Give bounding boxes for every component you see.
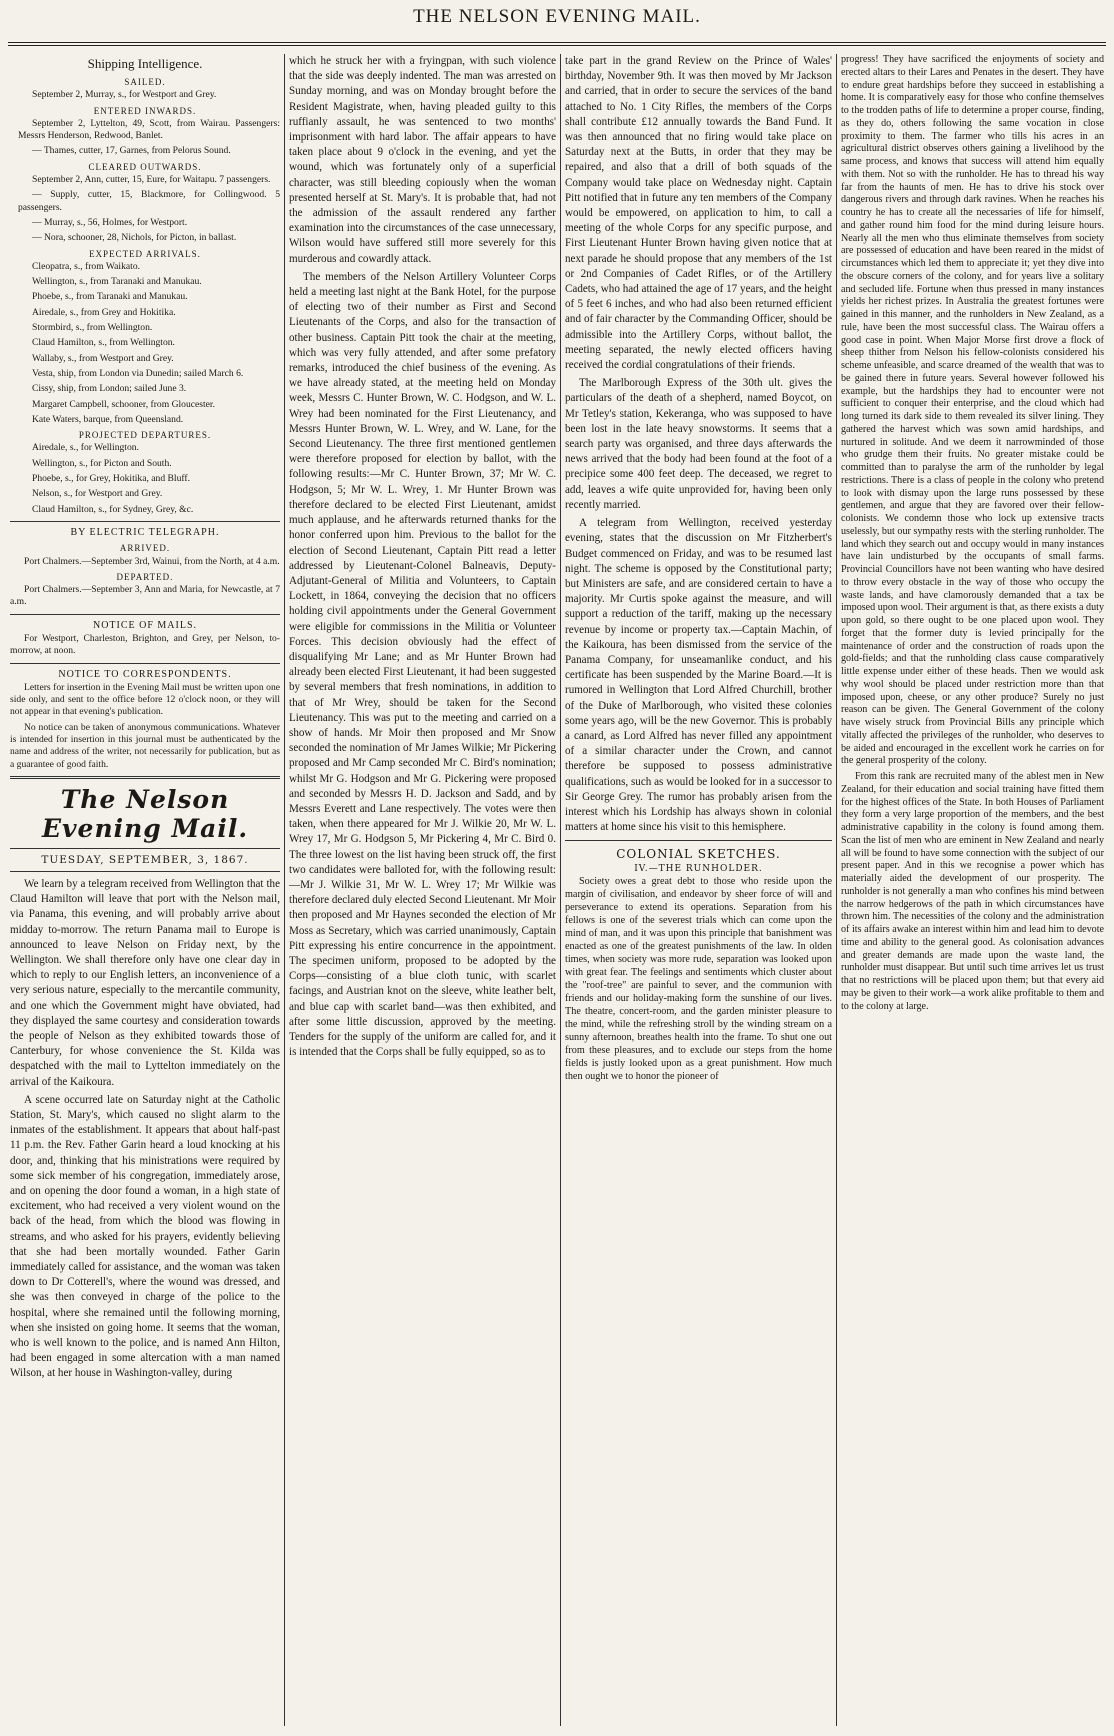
sailed-heading: SAILED.: [124, 77, 166, 87]
expected-entry: Stormbird, s., from Wellington.: [32, 322, 153, 334]
column-1: [10, 54, 280, 1726]
departed-heading: DEPARTED.: [116, 571, 174, 582]
column-4: [841, 54, 1104, 1726]
correspondents-notice: Letters for insertion in the Evening Mail must be written upon one side only, and sent to the office before 12 o'clock noon, or they will not appear in that evening's publication.: [10, 681, 280, 718]
article-paragraph: Society owes a great debt to those who reside upon the margin of civilisation, and endeavor by sheer force of will and perseverance to extend its operations. Separation from his fellows is one of the severest trials which can come upon the mind of man, and it was upon this principle that banishment was enacted as one of the greatest punishments of the law. In olden times, when society was more rude, separation was looked upon with great fear. The feelings and sentiments which cluster about the "roof-tree" are painful to sever, and the communion with friends and our holiday-making form the sunshine of our lives. The theatre, concert-room, and the garden minister pleasure to the mind, while the refreshing stroll by the winding stream on a sunny afternoon, breathes health into the frame. To shut one out from these pleasures, and to exclude our steps from the home fields is justly looked upon as a great punishment. How much then ought we to honor the pioneer of: [565, 876, 832, 1083]
article-paragraph: which he struck her with a fryingpan, with such violence that the side was deeply indented. The man was arrested on Sunday morning, and was on Monday brought before the Resident Magistrate, when, having pleaded guilty to this ruffianly assault, he was sentenced to two months' imprisonment with hard labor. The affair appears to have taken place about 9 o'clock in the evening, and yet the wound, which was fortunately only of a superficial character, was still bleeding copiously when the woman presented herself at St. Mary's. It is probable that, had not the admission of the assault rendered any farther examination into the circumstances of the case unnecessary, Wilson would have suffered still more severely for this murderous and cowardly attack.: [289, 55, 556, 265]
article-paragraph: take part in the grand Review on the Prince of Wales' birthday, November 9th. It was then moved by Mr Jackson and carried, that in order to secure the services of the band attached to No. 1 City Rifles, the members of the Corps shall contribute £12 annually towards the Band Fund. It was then announced that no firing would take place on Saturday next at the Butts, in order that they may be repaired, and also that a drill of both squads of the Company would take place on Wednesday night. Captain Pitt notified that in future any ten members of the Company would be empowered, on application to him, to call a meeting of the whole Corps for any specific purpose, and First Lieutenant Hunter Brown having given notice that at next parade he should propose that any members of the 1st or 2nd Companies of Cadet Rifles, or of the Artillery Cadets, who had attained the age of 17 years, and the height of 5 feet 6 inches, and who had also been returned efficient and of fair character by the Commanding Officer, should be admissible into the Artillery Corps, without ballot, the meeting separated, the newly elected officers having received the cordial congratulations of their friends.: [565, 55, 832, 372]
editorial: [10, 877, 280, 1382]
expected-entry: Cleopatra, s., from Waikato.: [32, 260, 141, 272]
article-paragraph: A telegram from Wellington, received yesterday evening, states that the discussion on Mr Fitzherbert's Budget commenced on Friday, and was to be resumed last night. The scheme is opposed by the Constitutional party; but Ministers are safe, and are considered certain to have a majority. Mr Curtis spoke against the measure, and will support a reduction of the tariff, making up the necessary revenue by income or property tax.—Captain Machin, of the Kaikoura, has been dismissed from the service of the Panama Company, for unseamanlike conduct, and his certificate has been suspended by the Marine Board.—It is rumored in Wellington that Lord Alfred Churchill, brother of the Duke of Marlborough, who visited these colonies some years ago, will be the new Governor. This is probably a canard, as Lord Alfred has never filled any appointment of a similar character under the Crown, and cannot therefore be supposed to possess administrative qualifications, such as would be looked for in a successor to Sir George Grey. The rumor has probably arisen from the interest which his Lordship has always shown in colonial matters at home since his visit to this hemisphere.: [565, 517, 832, 834]
column-3: [565, 54, 832, 1726]
divider: [565, 840, 832, 841]
divider: [10, 848, 280, 849]
divider: [10, 776, 280, 779]
expected-heading: EXPECTED ARRIVALS.: [89, 248, 201, 259]
expected-entry: Vesta, ship, from London via Dunedin; sailed March 6.: [32, 367, 244, 379]
projected-entry: Phoebe, s., for Grey, Hokitika, and Bluff.: [32, 473, 191, 485]
sketch-title: COLONIAL SKETCHES.: [616, 847, 781, 862]
mails-heading: NOTICE OF MAILS.: [92, 619, 198, 631]
projected-entry: Claud Hamilton, s., for Sydney, Grey, &c.: [32, 503, 194, 515]
cleared-entry: — Supply, cutter, 15, Blackmore, for Collingwood. 5 passengers.: [18, 189, 280, 213]
telegraph-heading: BY ELECTRIC TELEGRAPH.: [70, 526, 220, 538]
entered-heading: ENTERED INWARDS.: [93, 105, 197, 116]
expected-entry: Cissy, ship, from London; sailed June 3.: [32, 383, 187, 395]
arrived-entry: Port Chalmers.—September 3rd, Wainui, from the North, at 4 a.m.: [24, 555, 280, 567]
expected-entry: Phoebe, s., from Taranaki and Manukau.: [32, 291, 188, 303]
divider: [10, 614, 280, 615]
correspondents-notice: No notice can be taken of anonymous communications. Whatever is intended for insertion in this journal must be authenticated by the name and address of the writer, not necessarily for publication, but as a guarantee of good faith.: [10, 721, 280, 770]
article-paragraph: We learn by a telegram received from Wellington that the Claud Hamilton will leave that port with the Nelson mail, via Panama, this evening, and will probably arrive about midday to-morrow. The return Panama mail to Europe is announced to leave Nelson on Friday next, by the Wellington. We shall therefore only have one clear day in which to reply to our English letters, an inconvenience of a very serious nature, especially to the mercantile community, and one which the Government might have obviated, had they displayed the same courtesy and consideration towards the people of Nelson as they exhibited towards those of Canterbury, for whose convenience the St. Kilda was despatched with the mail to Lyttelton immediately on the arrival of the Kaikoura.: [10, 877, 280, 1088]
expected-entry: Wallaby, s., from Westport and Grey.: [32, 352, 174, 364]
divider: [10, 663, 280, 664]
cleared-entry: September 2, Ann, cutter, 15, Eure, for Waitapu. 7 passengers.: [32, 174, 271, 186]
article-paragraph: progress! They have sacrificed the enjoyments of society and erected altars to their Lares and Penates in the desert. They have to endure great hardships before they succeed in establishing a home. It is comparatively easy for those who confine themselves to the trodden paths of life to determine a proper course, finding, as they do, others following the same vocation in close proximity to them. The farmer who tills his acres in an agricultural district observes others gaining a livelihood by the same process, and knows that success will attend him equally with them. Not so with the runholder. He has to thread his way far from the haunts of men. He has to drive his stock over dangerous rivers and through dark ravines. When he reaches his country he has to create all the necessaries of life for himself, and gather round him food for the mind during leisure hours. Nearly all the men who thus eliminate themselves from society are possessed of education and have been reared in the midst of circumstances which led them to appreciate it; yet they dive into the obscure corners of the colony, and for years live a solitary and secluded life. Fortune when thus pressed in many instances yields her richest prizes. In Australia the greatest fortunes were gained in this manner, and the runholders in New Zealand, as a rule, have been the most successful class. The Wairau offers a good case in point. When Major Morse first drove a flock of sheep thither from Nelson his fellow-colonists considered his scheme unfeasible, and scarce dreamed of the wealth that was to be gained there in future years. Several however followed his example, but the hardships they had to encounter were not sufficient to conquer their enterprise, and the cloud which had long turned its dark side to them revealed its silver lining. They gathered the harvest which was sown amid hardships, and nurtured in solitude. And we deem it narrowminded of those who grudge them their fruits. No greater mistake could be committed than to paralyse the arm of the runholder by legal restrictions. There is a class of people in the colony who pretend to look with dismay upon the large runs possessed by these gentlemen, and argue that they are favored over their fellow-colonists. We condemn those who lock up extensive tracts uselessly, but our sympathy rests with the sterling runholder. The land which they search out and occupy would in many instances have lain undisturbed by the occupants of small farms. Provincial Councillors have not been wanting who have desired to throw every obstacle in the way of those who occupy the waste lands, and have clamorously demanded that a tax be imposed upon wool. Their argument is that, as there exists a duty upon gold, so there ought to be one placed upon wool. They forget that the former duty is levied principally for the maintenance of order and the construction of roads upon the gold-fields; and that the runholding class cause comparatively little expense under either of these heads. Then we would ask why wool should be placed under restriction more than that imposed upon, cheese, or any other produce? Surely no just reason can be given. The General Government of the colony have wisely struck from Provincial Bills any principle which vitally affected the privileges of the runholder, who deserves to be aided and encouraged in the excellent work he carries on for the general prosperity of the colony.: [841, 54, 1104, 767]
column-divider: [284, 54, 285, 1726]
expected-entry: Margaret Campbell, schooner, from Gloucester.: [32, 398, 215, 410]
entered-entry: — Thames, cutter, 17, Garnes, from Pelorus Sound.: [32, 145, 231, 157]
departed-entry: Port Chalmers.—September 3, Ann and Maria, for Newcastle, at 7 a.m.: [10, 584, 280, 608]
dateline: TUESDAY, SEPTEMBER, 3, 1867.: [41, 853, 249, 866]
projected-heading: PROJECTED DEPARTURES.: [78, 430, 212, 441]
top-rule: [8, 42, 1106, 43]
correspondents-heading: NOTICE TO CORRESPONDENTS.: [58, 668, 232, 680]
masthead: THE NELSON EVENING MAIL.: [413, 6, 701, 27]
projected-entry: Nelson, s., for Westport and Grey.: [32, 488, 163, 500]
top-rule-double: [8, 45, 1106, 46]
arrived-heading: ARRIVED.: [119, 543, 171, 554]
entered-entry: September 2, Lyttelton, 49, Scott, from Wairau. Passengers: Messrs Henderson, Redwood, Banlet.: [18, 117, 280, 142]
cleared-entry: — Nora, schooner, 28, Nichols, for Picton, in ballast.: [32, 232, 237, 244]
article-paragraph: From this rank are recruited many of the ablest men in New Zealand, for their education and social training have fitted them for the highest offices of the State. In both Houses of Parliament they form a very large proportion of the members, and the best administrative capability in the colony is found among them. Scan the list of men who are eminent in New Zealand and nearly all will be found to have some connection with the subject of our present paper. And in this we recognise a power which has materially aided the development of our prosperity. The runholder is not generally a man who confines his mind between the narrow hedgerows of the path in which circumstances have thrown him. The necessities of the colony and the administration of its affairs awake an interest within him and lead him to devote time and ability to the general good. As colonisation advances and greater demands are made upon the waste land, the runholder must disappear. But until such time arrives let us trust that no restrictions will be placed upon them; but that every aid may be given to their work—a work alike profitable to them and to the colony at large.: [841, 771, 1104, 1012]
projected-entry: Airedale, s., for Wellington.: [32, 442, 139, 454]
article-paragraph: A scene occurred late on Saturday night at the Catholic Station, St. Mary's, which caused no slight alarm to the inmates of the establishment. It appears that about half-past 11 p.m. the Rev. Father Garin heard a loud knocking at his door, and, thinking that his ministrations were required by some sick member of his congregation, immediately arose, and on opening the door found a woman, in a high state of excitement, who had received a very violent wound on the back of the head, from which the blood was flowing in streams, and who asked for his prayers, evidently believing that she had been mortally wounded. Father Garin immediately called for assistance, and the woman was taken down to Dr Cotterell's, where the wound was dressed, and she was then conveyed in charge of the police to the hospital, where she remained until the following morning, when she insisted on going home. It seems that the woman, who is well known to the police, and is named Ann Hilton, had been engaged in some altercation with a man named Wilson, at her house in Washington-valley, during: [10, 1093, 280, 1380]
cleared-heading: CLEARED OUTWARDS.: [88, 161, 202, 172]
article-paragraph: The members of the Nelson Artillery Volunteer Corps held a meeting last night at the Bank Hotel, for the purpose of electing two of their number as First and Second Lieutenants of the Corps, and also for the transaction of other business. Captain Pitt took the chair at the meeting, which was very fully attended, and after some prefatory remarks, introduced the chief business of the evening. As we have already stated, at the meeting held on Monday week, Messrs C. Hunter Brown, W. C. Hodgson, and W. L. Wrey had been nominated for the First Lieutenancy, and Messrs Hunter Brown, W. L. Wrey, and W. Lane, for the Second Lieutenancy. The three first mentioned gentlemen were therefore proposed for election by ballot, with the following results:—Mr C. Hunter Brown, 37; Mr W. C. Hodgson, 5; Mr W. L. Wrey, 1. Mr Hunter Brown was therefore declared to be elected First Lieutenant, amidst much applause, and he afterwards returned thanks for the honor conferred upon him. Previous to the ballot for the election of Second Lieutenant, Captain Pitt read a letter addressed by Lieutenant-Colonel Balneavis, Deputy-Adjutant-General of Militia and Volunteers, to Captain Lockett, in 1864, conveying the decision that no officers holding civil appointments under the General Government were eligible for commissions in the Militia or Volunteer Forces. This decision obviously had the effect of disqualifying Mr Lane; and as Mr Hunter Brown had already been elected First Lieutenant, it had been suggested by several members that fresh nominations, in addition to that of Mr Wrey, should be taken for the Second Lieutenancy. This was put to the meeting and carried on a show of hands. Mr Moir then proposed and Mr Snow seconded the nomination of Mr James Wilkie; Mr Pickering proposed and Mr Camp seconded Mr C. Bird's nomination; whilst Mr G. Hodgson and Mr G. Pickering were proposed and seconded by Messrs H. D. Jackson and Sadd, and by Messrs Everett and Lane respectively. The votes were then taken, when there appeared for Mr J. Wilkie 20, Mr W. L. Wrey 17, Mr G. Hodgson 5, Mr Pickering 4, Mr C. Bird 0. The three lowest on the list having been struck off, the first two candidates were balloted for, with the following result:—Mr J. Wilkie 31, Mr W. L. Wrey 17; Mr Wilkie was therefore declared duly elected Second Lieutenant. Mr Moir then proposed and Mr Haynes seconded the election of Mr Moss as Secretary, which was carried unanimously, Captain Pitt expressing his entire concurrence in the appointment. The specimen uniform, proposed to be adopted by the Corps—consisting of a blue cloth tunic, with scarlet facings, and Austrian knot on the sleeve, white leather belt, and blue cap with scarlet band—was then exhibited, and after some little discussion, approved by the meeting. Tenders for the supply of the uniform are called for, and it is intended that the Corps shall be fully equipped, so as to: [289, 270, 556, 1059]
column-divider: [836, 54, 837, 1726]
article-paragraph: The Marlborough Express of the 30th ult. gives the particulars of the death of a shepherd, named Boycot, on Mr Tetley's station, Kekeranga, who was supposed to have been lost in the late heavy snowstorms. It seems that a search party was organised, and three days afterwards the news arrived that the body had been found at the foot of a precipice some 400 feet deep. The deceased, we regret to add, leaves a wife quite unprovided for, having been only recently married.: [565, 377, 832, 511]
cleared-entry: — Murray, s., 56, Holmes, for Westport.: [32, 216, 188, 228]
sailed-entry: September 2, Murray, s., for Westport and Grey.: [32, 89, 217, 101]
column-2: [289, 54, 556, 1726]
expected-entry: Wellington, s., from Taranaki and Manukau.: [32, 276, 202, 288]
shipping-intelligence: [10, 76, 280, 771]
projected-entry: Wellington, s., for Picton and South.: [32, 457, 172, 469]
column-divider: [560, 54, 561, 1726]
mails-notice: For Westport, Charleston, Brighton, and Grey, per Nelson, to-morrow, at noon.: [10, 632, 280, 657]
divider: [10, 521, 280, 522]
expected-entry: Kate Waters, barque, from Queensland.: [32, 413, 184, 425]
expected-entry: Claud Hamilton, s., from Wellington.: [32, 337, 175, 349]
expected-entry: Airedale, s., from Grey and Hokitika.: [32, 306, 176, 318]
sketch-subtitle: IV.—THE RUNHOLDER.: [634, 864, 763, 875]
divider: [10, 871, 280, 872]
shipping-title: Shipping Intelligence.: [87, 56, 203, 71]
paper-title: The Nelson Evening Mail.: [41, 784, 249, 843]
